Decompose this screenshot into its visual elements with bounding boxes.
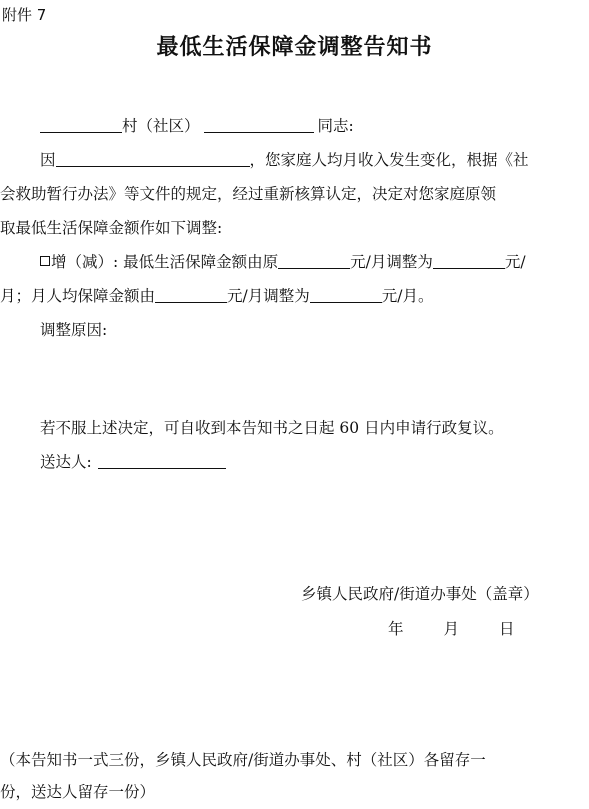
body-line-3: 取最低生活保障金额作如下调整: <box>0 219 223 237</box>
comrade-label: 同志: <box>317 117 354 135</box>
reason-blank[interactable] <box>56 150 250 167</box>
issuer-seal: 乡镇人民政府/街道办事处（盖章） <box>301 585 539 603</box>
new-amount-blank[interactable] <box>433 252 505 269</box>
date-line <box>388 619 515 639</box>
original-amount-blank[interactable] <box>278 252 350 269</box>
increase-decrease-checkbox[interactable] <box>40 256 50 266</box>
reason-line: 因 ，您家庭人均月收入发生变化，根据《社 <box>40 151 529 169</box>
month-label: 月 <box>443 620 460 638</box>
addressee-line <box>40 116 354 136</box>
original-per-capita-blank[interactable] <box>155 286 227 303</box>
body-line-2: 会救助暂行办法》等文件的规定，经过重新核算认定，决定对您家庭原领 <box>0 185 497 203</box>
footer-note-line-1: （本告知书一式三份，乡镇人民政府/街道办事处、村（社区）各留存一 <box>0 751 486 769</box>
adjustment-line: 增（减）: 最低生活保障金额由原 元/月调整为 元/ <box>40 252 526 272</box>
deliverer-line: 送达人: <box>40 452 226 472</box>
day-label: 日 <box>499 620 515 638</box>
village-blank[interactable] <box>40 116 122 133</box>
new-per-capita-blank[interactable] <box>310 286 382 303</box>
attachment-label: 附件 7 <box>2 6 47 24</box>
appeal-notice: 若不服上述决定，可自收到本告知书之日起 60 日内申请行政复议。 <box>40 419 504 437</box>
document-title: 最低生活保障金调整告知书 <box>156 35 433 60</box>
village-label: 村（社区） <box>122 117 200 135</box>
year-label: 年 <box>388 620 404 638</box>
per-capita-line: 月；月人均保障金额由 元/月调整为 元/月。 <box>0 287 434 305</box>
reason-label: 调整原因: <box>40 321 108 339</box>
name-blank[interactable] <box>204 116 314 133</box>
deliverer-blank[interactable] <box>98 452 226 469</box>
footer-note-line-2: 份，送达人留存一份） <box>0 783 156 801</box>
